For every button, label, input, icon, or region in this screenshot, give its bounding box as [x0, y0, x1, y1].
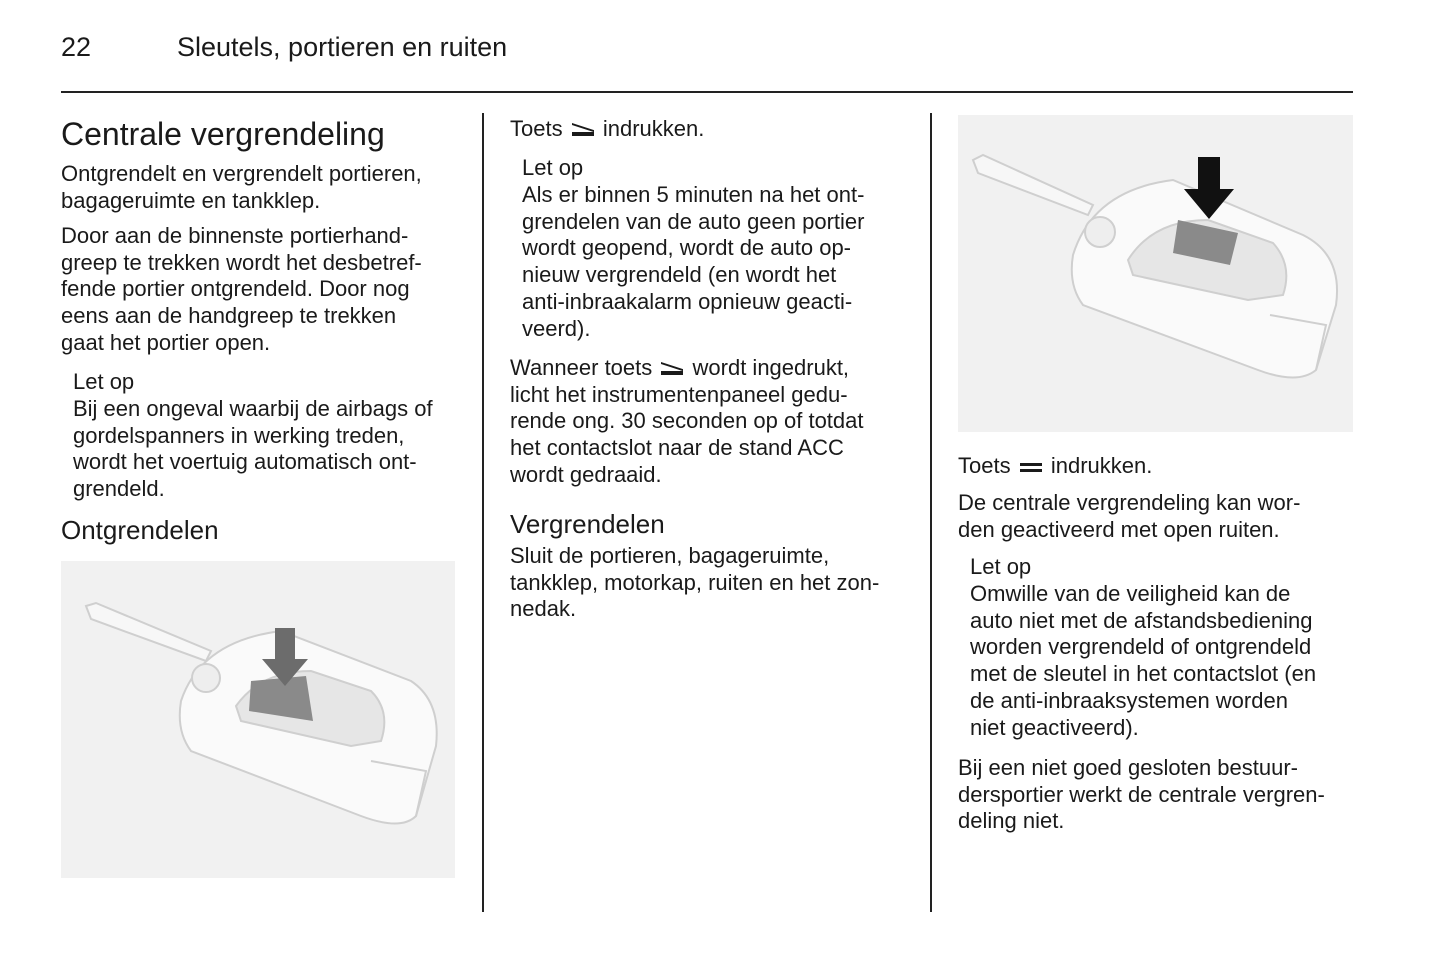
toets-label: Toets	[510, 116, 563, 141]
section-heading: Centrale vergrendeling	[61, 116, 385, 152]
lock-button-icon	[1019, 458, 1043, 474]
page-number: 22	[61, 32, 92, 62]
paragraph: De centrale vergrendeling kan wor- den geactiveerd met open ruiten.	[958, 490, 1301, 542]
unlock-button-icon	[660, 360, 684, 376]
paragraph	[510, 355, 864, 489]
column-divider	[930, 113, 932, 912]
unlock-button-icon	[571, 121, 595, 137]
subheading: Vergrendelen	[510, 509, 665, 539]
subheading: Ontgrendelen	[61, 515, 219, 545]
paragraph-rest: wordt ingedrukt, licht het instrumentenpaneel gedu- rende ong. 30 seconden op of totdat het contactslot naar de stand ACC wordt gedraaid.	[510, 355, 864, 487]
header-rule	[61, 91, 1353, 93]
paragraph: Ontgrendelt en vergrendelt portieren, bagageruimte en tankklep.	[61, 161, 422, 213]
note-body: Bij een ongeval waarbij de airbags of gordelspanners in werking treden, wordt het voertuig automatisch ont- grendeld.	[73, 396, 433, 502]
note-title: Let op	[970, 554, 1032, 579]
note-body: Als er binnen 5 minuten na het ont- grendelen van de auto geen portier wordt geopend, wordt de auto op- nieuw vergrendeld (en wordt het anti-inbraakalarm opnieuw geacti- veerd).	[522, 182, 865, 341]
paragraph-start: Wanneer toets	[510, 355, 653, 380]
instruction-text: indrukken.	[1050, 453, 1153, 478]
note-title: Let op	[73, 369, 135, 394]
note-body: Omwille van de veiligheid kan de auto niet met de afstandsbediening worden vergrendeld of ontgrendeld met de sleutel in het contactslot (en de anti-inbraaksystemen worden niet geactiveerd).	[970, 581, 1317, 740]
paragraph: Sluit de portieren, bagageruimte, tankklep, motorkap, ruiten en het zon- nedak.	[510, 543, 880, 622]
chapter-title: Sleutels, portieren en ruiten	[177, 32, 508, 62]
key-fob-unlock-illustration	[61, 561, 455, 878]
instruction-text: indrukken.	[602, 116, 705, 141]
instruction-lock	[958, 453, 1152, 480]
toets-label: Toets	[958, 453, 1011, 478]
key-fob-lock-illustration	[958, 115, 1353, 432]
column-divider	[482, 113, 484, 912]
paragraph: Door aan de binnenste portierhand- greep te trekken wordt het desbetref- fende portier ontgrendeld. Door nog eens aan de handgreep te trekken gaat het portier open.	[61, 223, 422, 355]
note-title: Let op	[522, 155, 584, 180]
paragraph: Bij een niet goed gesloten bestuur- dersportier werkt de centrale vergren- deling niet.	[958, 755, 1325, 834]
instruction-unlock	[510, 116, 704, 143]
